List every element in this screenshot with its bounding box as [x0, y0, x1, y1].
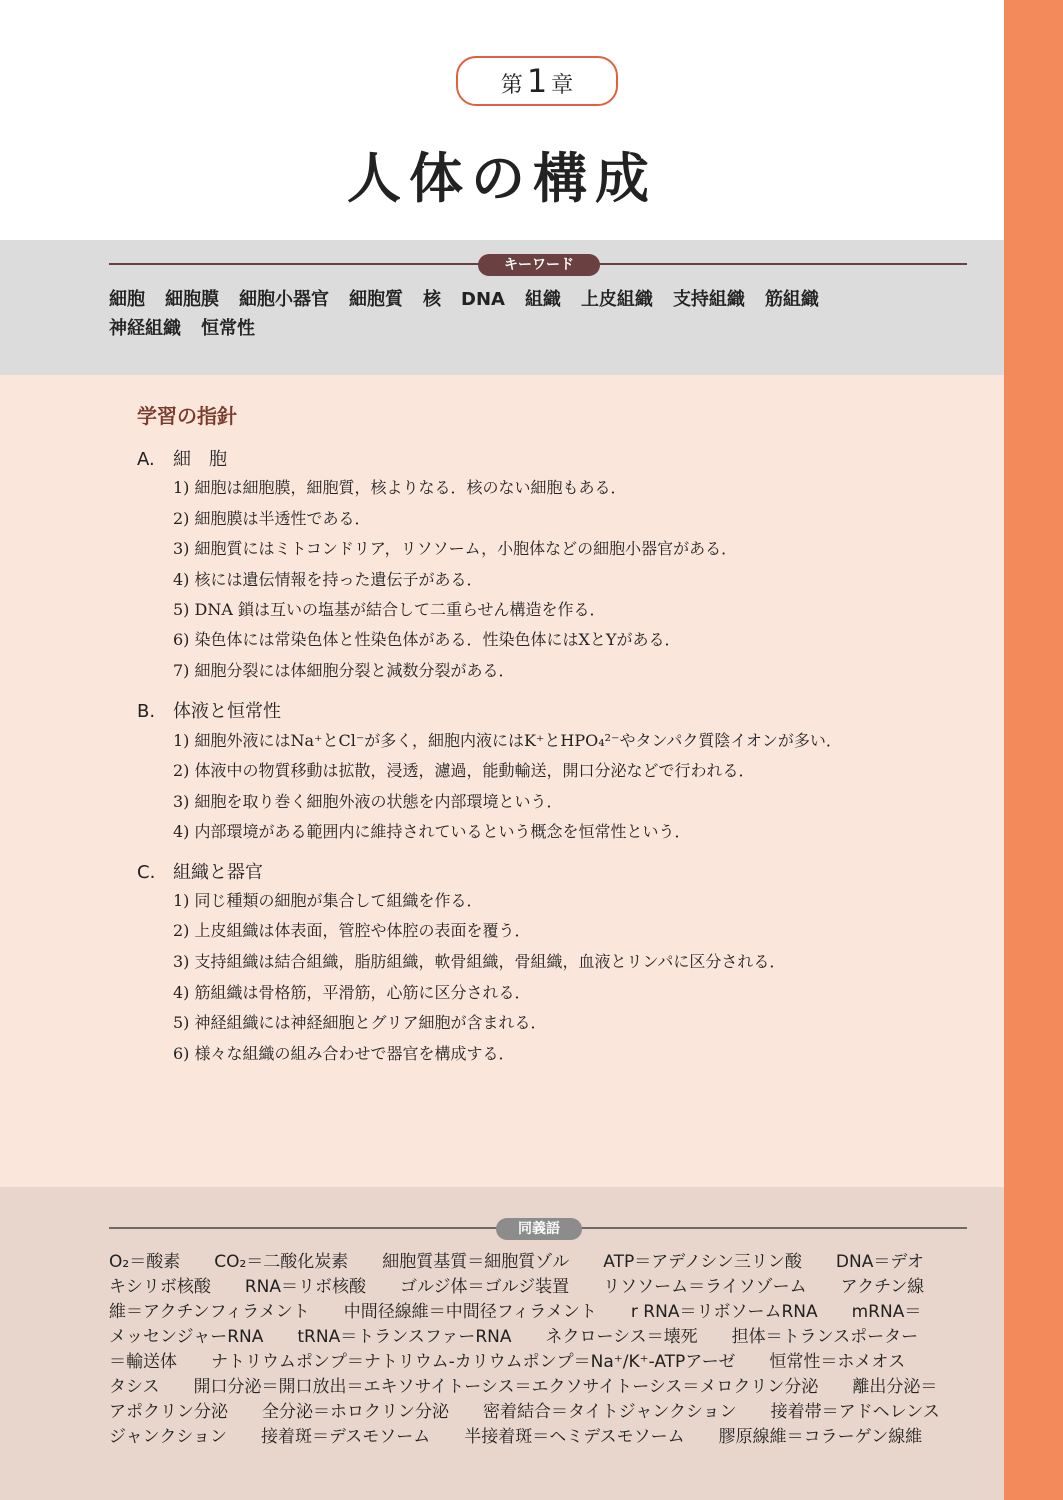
chapter-suffix: 章: [551, 73, 574, 98]
keyword: DNA: [461, 289, 505, 310]
list-item: 4) 筋組織は骨格筋，平滑筋，心筋に区分される．: [173, 983, 531, 1002]
chapter-title: 人体の構成: [347, 146, 657, 210]
keyword: 細胞膜: [165, 289, 219, 310]
list-item: 2) 上皮組織は体表面，管腔や体腔の表面を覆う．: [173, 921, 531, 940]
list-item: 2) 体液中の物質移動は拡散，浸透，濾過，能動輸送，開口分泌などで行われる．: [173, 761, 755, 780]
keyword: 細胞質: [349, 289, 403, 310]
side-accent-bar: [1004, 0, 1063, 1500]
keyword-label: キーワード: [478, 254, 600, 276]
chapter-number: 1: [526, 62, 548, 100]
study-title: 学習の指針: [137, 404, 237, 428]
synonym-line: 維＝アクチンフィラメント 中間径線維＝中間径フィラメント r RNA＝リボソームRNA mRNA＝: [109, 1302, 922, 1322]
synonym-line: キシリボ核酸 RNA＝リボ核酸 ゴルジ体＝ゴルジ装置 リソソーム＝ライソゾーム アクチン線: [109, 1277, 925, 1297]
list-item: 3) 細胞質にはミトコンドリア，リソソーム，小胞体などの細胞小器官がある．: [173, 539, 738, 558]
list-item: 1) 細胞外液にはNa⁺とCl⁻が多く，細胞内液にはK⁺とHPO₄²⁻やタンパク質陰イオンが多い．: [173, 731, 842, 750]
keyword-line-2: [109, 314, 275, 340]
list-item: 5) DNA 鎖は互いの塩基が結合して二重らせん構造を作る．: [173, 600, 606, 619]
list-item: 6) 様々な組織の組み合わせで器官を構成する．: [173, 1044, 515, 1063]
list-item: 3) 細胞を取り巻く細胞外液の状態を内部環境という．: [173, 792, 563, 811]
section-b-heading: B. 体液と恒常性: [137, 701, 281, 722]
synonym-line: アポクリン分泌 全分泌＝ホロクリン分泌 密着結合＝タイトジャンクション 接着帯＝アドヘレンス: [109, 1402, 940, 1422]
keyword-line-1: [109, 285, 839, 311]
synonym-line: タシス 開口分泌＝開口放出＝エキソサイトーシス＝エクソサイトーシス＝メロクリン分泌 離出分泌＝: [109, 1377, 938, 1397]
synonym-label: 同義語: [496, 1218, 582, 1240]
list-item: 1) 細胞は細胞膜，細胞質，核よりなる．核のない細胞もある．: [173, 478, 627, 497]
list-item: 3) 支持組織は結合組織，脂肪組織，軟骨組織，骨組織，血液とリンパに区分される．: [173, 952, 786, 971]
list-item: 1) 同じ種類の細胞が集合して組織を作る．: [173, 891, 483, 910]
synonym-line: ジャンクション 接着斑＝デスモソーム 半接着斑＝ヘミデスモソーム 膠原線維＝コラーゲン線維: [109, 1427, 923, 1447]
synonym-line: O₂＝酸素 CO₂＝二酸化炭素 細胞質基質＝細胞質ゾル ATP＝アデノシン三リン酸 DNA＝デオ: [109, 1252, 925, 1272]
keyword: 細胞小器官: [239, 289, 329, 310]
keyword: 上皮組織: [580, 289, 653, 310]
keyword: 筋組織: [764, 289, 819, 310]
synonym-line: ＝輸送体 ナトリウムポンプ＝ナトリウム-カリウムポンプ＝Na⁺/K⁺-ATPアーゼ 恒常性＝ホメオス: [109, 1352, 906, 1372]
list-item: 4) 核には遺伝情報を持った遺伝子がある．: [173, 570, 483, 589]
list-item: 6) 染色体には常染色体と性染色体がある．性染色体にはXとYがある．: [173, 630, 681, 649]
chapter-prefix: 第: [500, 73, 523, 98]
synonym-line: メッセンジャーRNA tRNA＝トランスファーRNA ネクローシス＝壊死 担体＝トランスポーター: [109, 1327, 919, 1347]
keyword: 神経組織: [109, 318, 181, 339]
chapter-badge: [456, 56, 618, 106]
keyword: 支持組織: [672, 289, 745, 310]
list-item: 2) 細胞膜は半透性である．: [173, 509, 371, 528]
section-a-heading: A. 細 胞: [137, 449, 227, 470]
list-item: 5) 神経組織には神経細胞とグリア細胞が含まれる．: [173, 1013, 547, 1032]
list-item: 7) 細胞分裂には体細胞分裂と減数分裂がある．: [173, 661, 515, 680]
keyword: 恒常性: [201, 318, 255, 339]
keyword: 細胞: [109, 289, 145, 310]
keyword: 核: [423, 289, 441, 310]
section-c-heading: C. 組織と器官: [137, 862, 263, 883]
keyword: 組織: [524, 289, 561, 310]
list-item: 4) 内部環境がある範囲内に維持されているという概念を恒常性という．: [173, 822, 691, 841]
